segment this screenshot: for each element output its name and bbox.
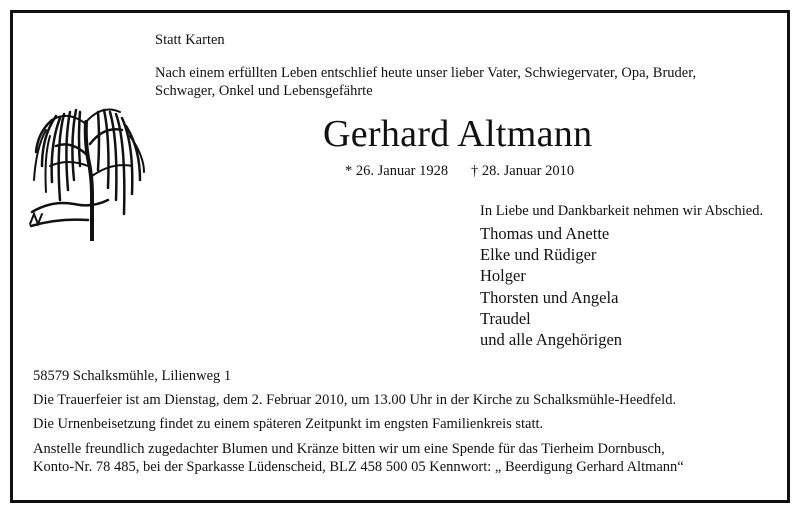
survivor-name: Thomas und Anette <box>480 224 610 243</box>
survivor-name: Elke und Rüdiger <box>480 245 597 265</box>
survivor-name: Thorsten und Angela <box>480 287 619 307</box>
statt-karten-header: Statt Karten <box>155 32 225 48</box>
donation-line-1: Anstelle freundlich zugedachter Blumen und Kränze bitten wir um eine Spende für das Tierheim Dornbusch, <box>33 441 665 457</box>
death-date: † 28. Januar 2010 <box>471 163 575 179</box>
farewell-line: In Liebe und Dankbarkeit nehmen wir Abschied. <box>480 203 764 219</box>
address: 58579 Schalksmühle, Lilienweg 1 <box>33 368 232 384</box>
deceased-name: Gerhard Altmann <box>323 113 593 155</box>
weeping-willow-tree-icon <box>28 96 148 241</box>
funeral-info: Die Trauerfeier ist am Dienstag, dem 2. Februar 2010, um 13.00 Uhr in der Kirche zu Schalksmühle-Heedfeld. <box>33 392 677 408</box>
survivor-name: und alle Angehörigen <box>480 330 623 350</box>
donation-line-2: Konto-Nr. 78 485, bei der Sparkasse Lüdenscheid, BLZ 458 500 05 Kennwort: „ Beerdigung Gerhard Altmann“ <box>33 459 684 475</box>
survivors-list <box>480 223 622 350</box>
intro-line-2: Schwager, Onkel und Lebensgefährte <box>155 83 373 99</box>
urn-burial-info: Die Urnenbeisetzung findet zu einem späteren Zeitpunkt im engsten Familienkreis statt. <box>33 416 544 432</box>
intro-line-1: Nach einem erfüllten Leben entschlief heute unser lieber Vater, Schwiegervater, Opa, Bruder, <box>155 65 697 81</box>
survivor-name: Holger <box>480 266 526 286</box>
birth-date: * 26. Januar 1928 <box>345 163 449 179</box>
survivor-name: Traudel <box>480 308 531 328</box>
